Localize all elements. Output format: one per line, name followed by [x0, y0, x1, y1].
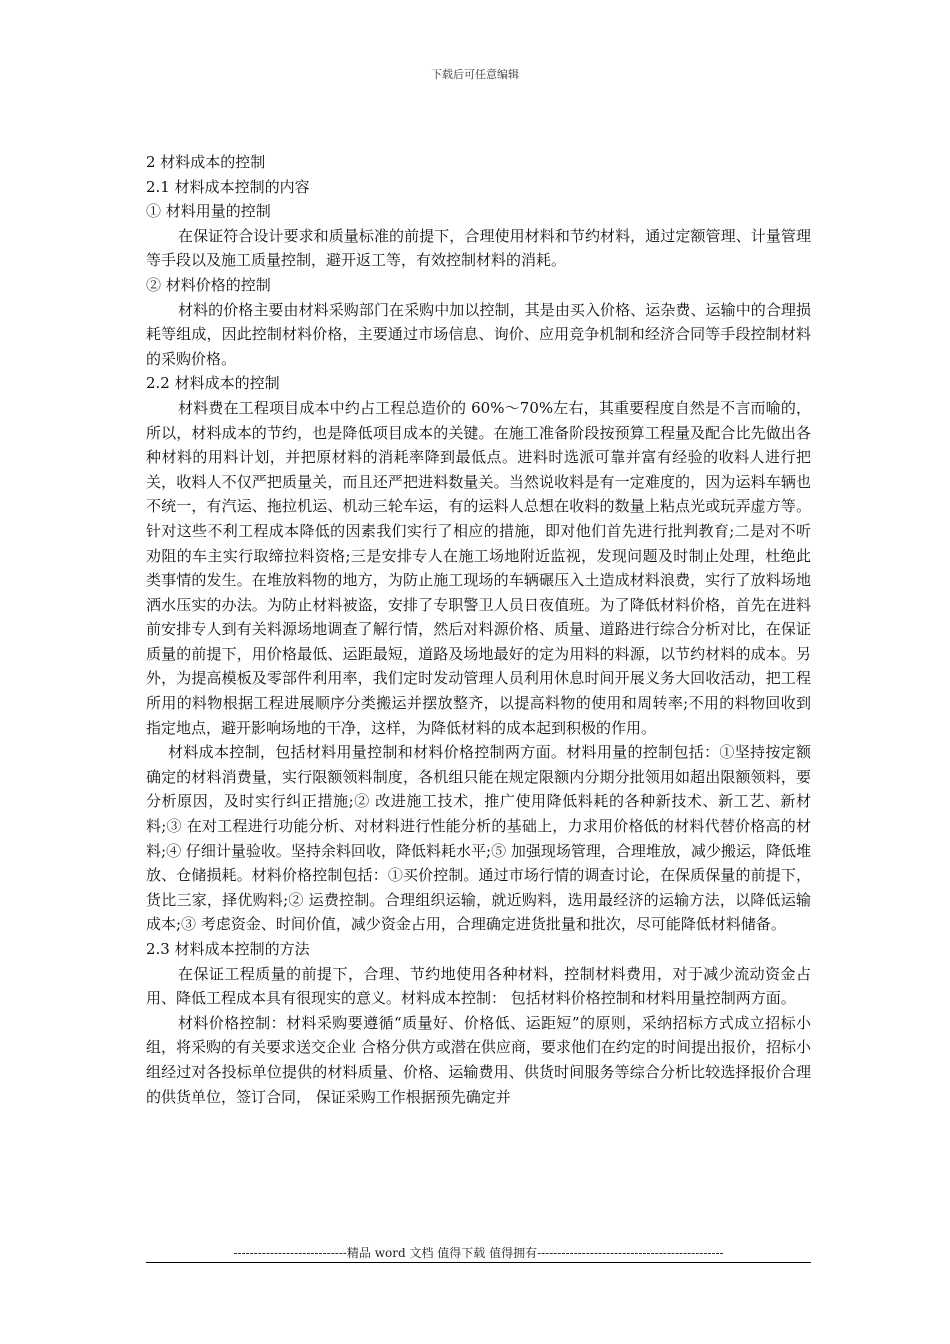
section-heading-2: 2 材料成本的控制	[146, 153, 266, 171]
paragraph-material-usage: 在保证符合设计要求和质量标准的前提下，合理使用材料和节约材料，通过定额管理、计量管理等手段以及施工质量控制，避开返工等，有效控制材料的消耗。	[146, 226, 811, 270]
paragraph-cost-control-measures: 材料费在工程项目成本中约占工程总造价的 60%～70%左右，其重要程度自然是不言而喻的，所以，材料成本的节约，也是降低项目成本的关键。在施工准备阶段按预算工程量及配合比先做出各种材料的用料计划，并把原材料的消耗率降到最低点。进料时选派可靠并富有经验的收料人进行把关，收料人不仅严把质量关，而且还严把进料数量关。当然说收料是有一定难度的，因为运料车辆也不统一，有汽运、拖拉机运、机动三轮车运，有的运料人总想在收料的数量上粘点光或玩弄虚方等。针对这些不利工程成本降低的因素我们实行了相应的措施，即对他们首先进行批判教育;二是对不听劝阻的车主实行取缔拉料资格;三是安排专人在施工场地附近监视，发现问题及时制止处理，杜绝此类事情的发生。在堆放料物的地方，为防止施工现场的车辆碾压入土造成材料浪费，实行了放料场地洒水压实的办法。为防止材料被盗，安排了专职警卫人员日夜值班。为了降低材料价格，首先在进料前安排专人到有关料源场地调查了解行情，然后对料源价格、质量、道路进行综合分析对比，在保证质量的前提下，用价格最低、运距最短，道路及场地最好的定为用料的料源，以节约材料的成本。另外，为提高模板及零部件利用率，我们定时发动管理人员利用休息时间开展义务大回收活动，把工程所用的料物根据工程进展顺序分类搬运并摆放整齐，以提高料物的使用和周转率;不用的料物回收到指定地点，避开影响场地的干净，这样，为降低材料的成本起到积极的作用。	[146, 398, 811, 737]
section-heading-2-1: 2.1 材料成本控制的内容	[146, 177, 310, 196]
section-heading-2-3: 2.3 材料成本控制的方法	[146, 940, 310, 958]
footer-divider	[146, 1262, 811, 1263]
document-body	[146, 150, 811, 1109]
subheading-material-usage: ① 材料用量的控制	[146, 202, 271, 221]
paragraph-material-price: 材料的价格主要由材料采购部门在采购中加以控制，其是由买入价格、运杂费、运输中的合理损耗等组成，因此控制材料价格，主要通过市场信息、询价、应用竞争机制和经济合同等手段控制材料的采购价格。	[146, 300, 811, 368]
subheading-material-price: ② 材料价格的控制	[146, 275, 271, 294]
paragraph-cost-control-summary: 材料成本控制，包括材料用量控制和材料价格控制两方面。材料用量的控制包括：①坚持按定额确定的材料消费量，实行限额领料制度，各机组只能在规定限额内分期分批领用如超出限额领料，要分析原因，及时实行纠正措施;② 改进施工技术，推广使用降低料耗的各种新技术、新工艺、新材料;③ 在对工程进行功能分析、对材料进行性能分析的基础上，力求用价格低的材料代替价格高的材料;④ 仔细计量验收。坚持余料回收，降低料耗水平;⑤ 加强现场管理，合理堆放，减少搬运，降低堆放、仓储损耗。材料价格控制包括：①买价控制。通过市场行情的调查讨论，在保质保量的前提下，货比三家，择优购料;② 运费控制。合理组织运输，就近购料，选用最经济的运输方法，以降低运输成本;③ 考虑资金、时间价值，减少资金占用，合理确定进货批量和批次，尽可能降低材料储备。	[146, 743, 811, 934]
page-footer-text: ----------------------------精品 word 文档 值得下载 值得拥有----------------------------------------------	[233, 1246, 724, 1260]
section-heading-2-2: 2.2 材料成本的控制	[146, 374, 280, 393]
paragraph-price-control: 材料价格控制：材料采购要遵循“质量好、价格低、运距短”的原则，采纳招标方式成立招标小组，将采购的有关要求送交企业 合格分供方或潜在供应商，要求他们在约定的时间提出报价，招标小组经过对各投标单位提供的材料质量、价格、运输费用、供货时间服务等综合分析比较选择报价合理的供货单位，签订合同， 保证采购工作根据预先确定并	[146, 1013, 811, 1106]
paragraph-control-methods: 在保证工程质量的前提下，合理、节约地使用各种材料，控制材料费用，对于减少流动资金占用、降低工程成本具有很现实的意义。材料成本控制： 包括材料价格控制和材料用量控制两方面。	[146, 964, 811, 1008]
page-header-note: 下载后可任意编辑	[431, 68, 519, 81]
